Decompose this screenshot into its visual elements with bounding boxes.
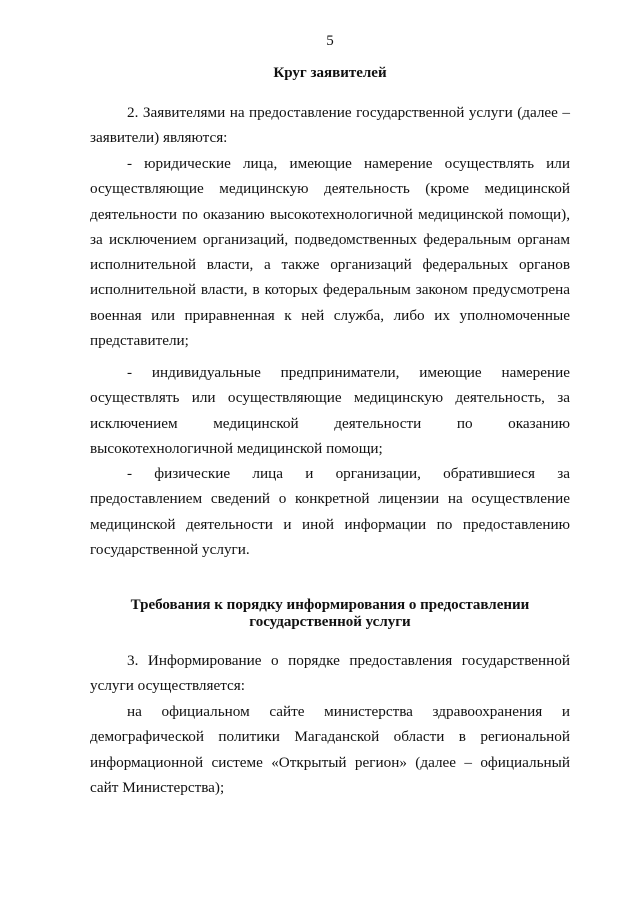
section-title-informing-line1: Требования к порядку информирования о предоставлении <box>130 597 530 613</box>
section-title-informing <box>90 597 570 631</box>
page-number: 5 <box>326 33 334 49</box>
section-title-applicants: Круг заявителей <box>273 65 387 81</box>
paragraph-legal-entities: - юридические лица, имеющие намерение осуществлять или осуществляющие медицинскую деятельность (кроме медицинской деятельности по оказанию высокотехнологичной медицинской помощи), за исключением организаций, подведомственных федеральным органам исполнительной власти, а также организаций федеральных органов исполнительной власти, в которых федеральным законом предусмотрена военная или приравненная к ней служба, либо их уполномоченные представители; <box>90 155 570 350</box>
paragraph-3-informing-intro: 3. Информирование о порядке предоставления государственной услуги осуществляется: <box>90 652 570 695</box>
paragraph-2-applicants-intro: 2. Заявителями на предоставление государственной услуги (далее – заявители) являются: <box>90 104 570 147</box>
paragraph-official-website: на официальном сайте министерства здравоохранения и демографической политики Магаданской области в региональной информационной системе «Открытый регион» (далее – официальный сайт Министерства); <box>90 703 570 796</box>
section-title-informing-line2: государственной услуги <box>249 614 411 630</box>
paragraph-individuals-and-organizations: - физические лица и организации, обратившиеся за предоставлением сведений о конкретной лицензии на осуществление медицинской деятельности и иной информации по предоставлению государственной услуги. <box>90 465 570 558</box>
paragraph-individual-entrepreneurs: - индивидуальные предприниматели, имеющие намерение осуществлять или осуществляющие медицинскую деятельность, за исключением медицинской деятельности по оказанию высокотехнологичной медицинской помощи; <box>90 364 570 457</box>
